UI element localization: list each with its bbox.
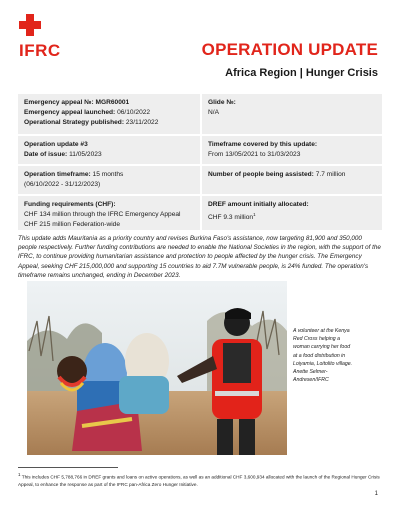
glide-cell [200,94,382,134]
ifrc-logo [18,13,78,59]
funding-federation-wide: CHF 215 million Federation-wide [24,221,121,228]
operation-timeframe-label: Operation timeframe: [24,171,91,178]
appeal-details-cell [18,94,200,134]
photo-illustration [27,281,287,455]
footnote-mark: 1 [18,472,21,477]
info-row-appeal [18,94,382,136]
issue-date-label: Date of issue: [24,151,68,158]
strategy-published-date: 23/11/2022 [125,119,159,126]
dref-footnote-mark[interactable]: 1 [253,212,256,217]
funding-cell [18,196,200,230]
people-assisted-cell [200,166,382,194]
footnote-text: This includes CHF 5,788,766 in DREF grants and loans on active operations, as well as an additional CHF 3,600,934 allocated with the launch of the Regional Hunger Crisis Appeal, to enhance the response as part of the IFRC pan-Africa Zero Hunger Initiative. [18,474,380,487]
dref-label: DREF amount initially allocated: [208,201,309,208]
document-title: OPERATION UPDATE [201,40,378,59]
funding-label: Funding requirements (CHF): [24,201,116,208]
info-row-update [18,136,382,166]
strategy-published-label: Operational Strategy published: [24,119,125,126]
glide-label: Glide №: [208,99,236,106]
update-cell [18,136,200,164]
dref-cell [200,196,382,230]
footnote [18,471,382,488]
intro-paragraph: This update adds Mauritania as a priority country and revises Burkina Faso's assistance, now targeting 81,900 and 350,000 people respectively. Further funding contributions are needed to enable the National Societies in the region, with the support of the IFRC, to continue providing humanitarian assistance and protection to people affected by the hunger crisis. The Emergency Appeal, seeking CHF 215,000,000 and supporting 15 countries to aid 7.7M vulnerable people, is 24% funded. The operation's timeframe remains unchanged, ending in December 2023. [18,235,381,279]
info-row-funding [18,196,382,230]
operation-timeframe-cell [18,166,200,194]
update-number: Operation update #3 [24,141,88,148]
funding-appeal: CHF 134 million through the IFRC Emergency Appeal [24,211,181,218]
red-cross-crescent-emblem-icon [18,13,68,37]
volunteer-photo [27,281,287,455]
timeframe-covered-cell [200,136,382,164]
timeframe-covered-label: Timeframe covered by this update: [208,141,318,148]
people-assisted-value: 7.7 million [315,171,346,178]
appeal-launched-date: 06/10/2022 [117,109,151,116]
page-number: 1 [374,491,378,497]
appeal-launched-label: Emergency appeal launched: [24,109,116,116]
dref-value: CHF 9.3 million [208,214,254,222]
appeal-number: MGR60001 [95,99,130,106]
operation-timeframe-dates: (06/10/2022 - 31/12/2023) [24,181,101,188]
document-subtitle: Africa Region | Hunger Crisis [225,67,378,79]
info-row-timeframe [18,166,382,196]
operation-info-table [18,94,382,230]
operation-timeframe-months: 15 months [92,171,124,178]
timeframe-covered-value: From 13/05/2021 to 31/03/2023 [208,151,301,158]
glide-value: N/A [208,109,219,116]
footnote-divider [18,467,118,468]
issue-date: 11/05/2023 [69,151,102,158]
ifrc-logo-text: IFRC [19,41,61,60]
appeal-number-label: Emergency appeal №: [24,99,94,106]
photo-caption: A volunteer at the Kenya Red Cross helping a woman carrying her food at a food distribution in Loiyamia, Loitolito village. Anette Selmer-Andresen/IFRC [293,328,353,384]
people-assisted-label: Number of people being assisted: [208,171,314,178]
